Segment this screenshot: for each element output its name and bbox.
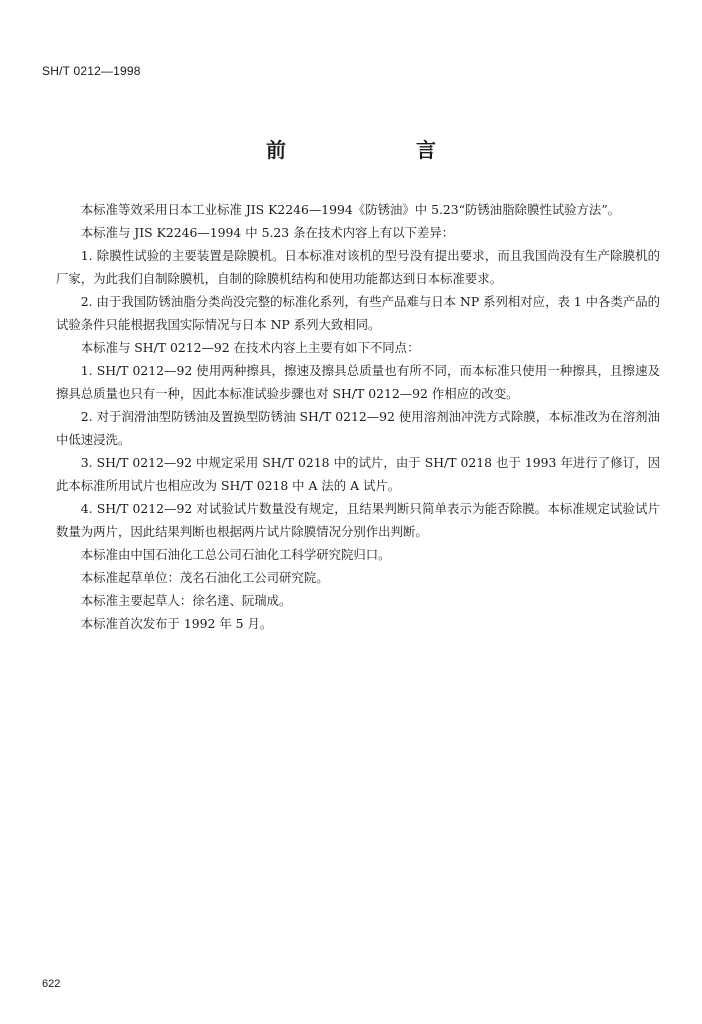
paragraph: 4. SH/T 0212—92 对试验试片数量没有规定，且结果判断只简单表示为能否除膜。本标准规定试验试片数量为两片，因此结果判断也根据两片试片除膜情况分别作出判断。 [56, 501, 660, 539]
paragraph: 本标准由中国石油化工总公司石油化工科学研究院归口。 [80, 547, 391, 562]
page-title: 前 言 [266, 138, 466, 162]
standard-code: SH/T 0212—1998 [42, 64, 141, 78]
paragraph: 本标准起草单位：茂名石油化工公司研究院。 [80, 570, 329, 585]
paragraph: 2. 由于我国防锈油脂分类尚没完整的标准化系列，有些产品难与日本 NP 系列相对应，表 1 中各类产品的试验条件只能根据我国实际情况与日本 NP 系列大致相同。 [56, 294, 660, 332]
paragraph: 1. 除膜性试验的主要装置是除膜机。日本标准对该机的型号没有提出要求，而且我国尚没有生产除膜机的厂家，为此我们自制除膜机，自制的除膜机结构和使用功能都达到日本标准要求。 [56, 248, 660, 286]
paragraph: 本标准首次发布于 1992 年 5 月。 [80, 616, 273, 631]
paragraph: 1. SH/T 0212—92 使用两种擦具，擦速及擦具总质量也有所不同，而本标准只使用一种擦具，且擦速及擦具总质量也只有一种，因此本标准试验步骤也对 SH/T 0212—92 作相应的改变。 [56, 363, 660, 401]
foreword-body [56, 198, 660, 635]
paragraph: 本标准等效采用日本工业标准 JIS K2246—1994《防锈油》中 5.23“防锈油脂除膜性试验方法”。 [80, 202, 621, 217]
paragraph: 3. SH/T 0212—92 中规定采用 SH/T 0218 中的试片，由于 SH/T 0218 也于 1993 年进行了修订，因此本标准所用试片也相应改为 SH/T 0218 中 A 法的 A 试片。 [56, 455, 660, 493]
paragraph: 本标准与 SH/T 0212—92 在技术内容上主要有如下不同点： [80, 340, 420, 355]
paragraph: 本标准与 JIS K2246—1994 中 5.23 条在技术内容上有以下差异： [80, 225, 455, 240]
paragraph: 本标准主要起草人：徐名達、阮瑞成。 [80, 593, 292, 608]
paragraph: 2. 对于润滑油型防锈油及置换型防锈油 SH/T 0212—92 使用溶剂油冲洗方式除膜，本标准改为在溶剂油中低速浸洗。 [56, 409, 660, 447]
page-number: 622 [42, 978, 61, 990]
